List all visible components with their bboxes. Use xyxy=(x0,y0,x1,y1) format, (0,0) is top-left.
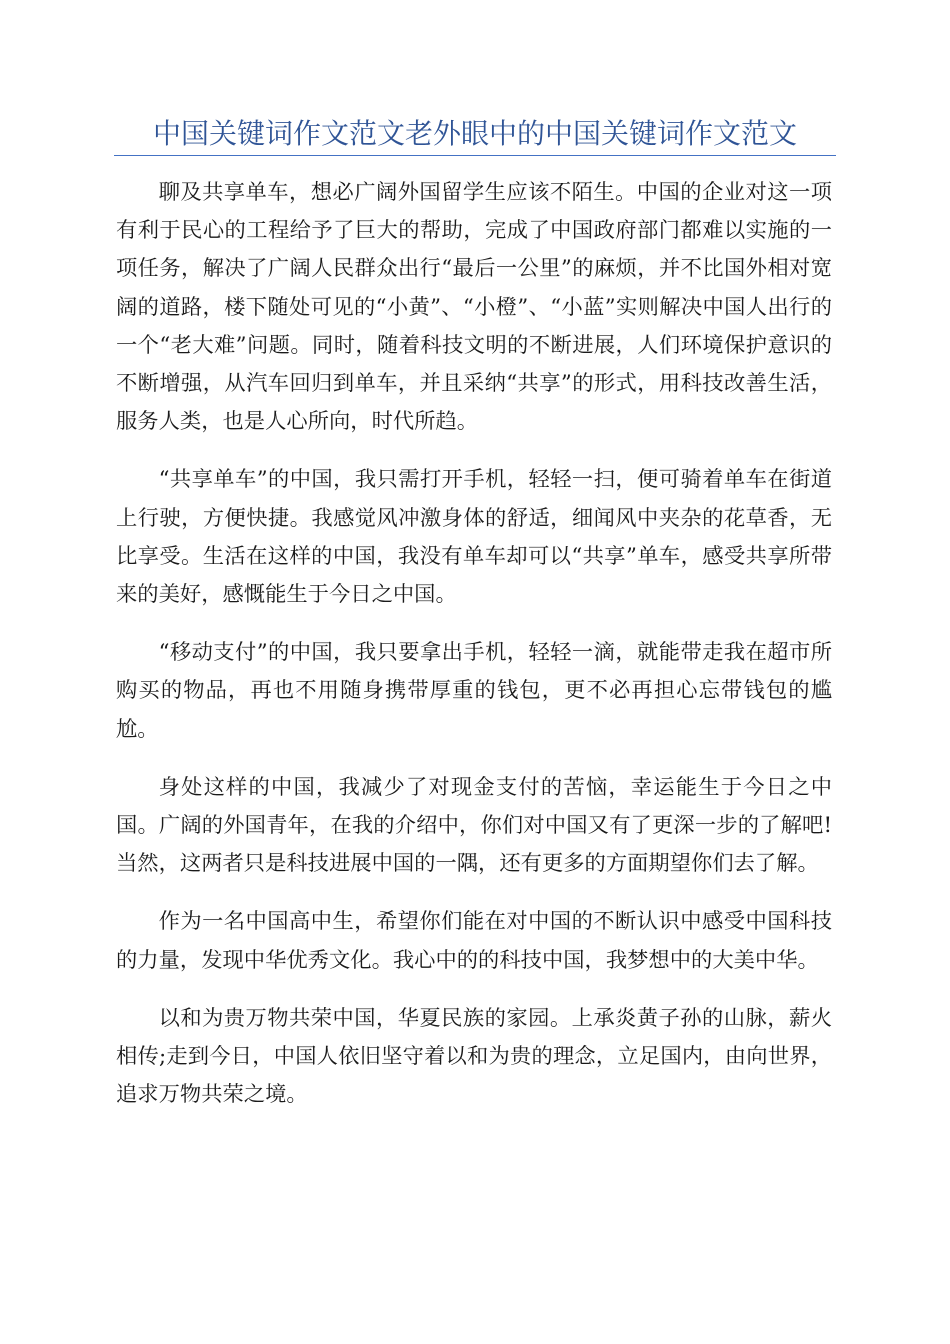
paragraph-2: “共享单车”的中国，我只需打开手机，轻轻一扫，便可骑着单车在街道上行驶，方便快捷。我感觉风冲激身体的舒适，细闻风中夹杂的花草香，无比享受。生活在这样的中国，我没有单车却可以“共享”单车，感受共享所带来的美好，感慨能生于今日之中国。 xyxy=(116,467,832,608)
paragraph-4: 身处这样的中国，我减少了对现金支付的苦恼，幸运能生于今日之中国。广阔的外国青年，在我的介绍中，你们对中国又有了更深一步的了解吧!当然，这两者只是科技进展中国的一隅，还有更多的方面期望你们去了解。 xyxy=(116,774,832,877)
document-title: 中国关键词作文范文老外眼中的中国关键词作文范文 xyxy=(152,117,797,150)
paragraph-5: 作为一名中国高中生，希望你们能在对中国的不断认识中感受中国科技的力量，发现中华优秀文化。我心中的的科技中国，我梦想中的大美中华。 xyxy=(116,909,832,973)
paragraph-3: “移动支付”的中国，我只要拿出手机，轻轻一滴，就能带走我在超市所购买的物品，再也不用随身携带厚重的钱包，更不必再担心忘带钱包的尴尬。 xyxy=(116,640,832,742)
document-body xyxy=(116,174,832,1134)
paragraph-1: 聊及共享单车，想必广阔外国留学生应该不陌生。中国的企业对这一项有利于民心的工程给予了巨大的帮助，完成了中国政府部门都难以实施的一项任务，解决了广阔人民群众出行“最后一公里”的麻烦，并不比国外相对宽阔的道路，楼下随处可见的“小黄”、“小橙”、“小蓝”实则解决中国人出行的一个“老大难”问题。同时，随着科技文明的不断进展，人们环境保护意识的不断增强，从汽车回归到单车，并且采纳“共享”的形式，用科技改善生活，服务人类，也是人心所向，时代所趋。 xyxy=(116,180,832,435)
title-underline xyxy=(114,155,836,156)
paragraph-6: 以和为贵万物共荣中国，华夏民族的家园。上承炎黄子孙的山脉，薪火相传;走到今日，中国人依旧坚守着以和为贵的理念，立足国内，由向世界，追求万物共荣之境。 xyxy=(116,1005,832,1108)
